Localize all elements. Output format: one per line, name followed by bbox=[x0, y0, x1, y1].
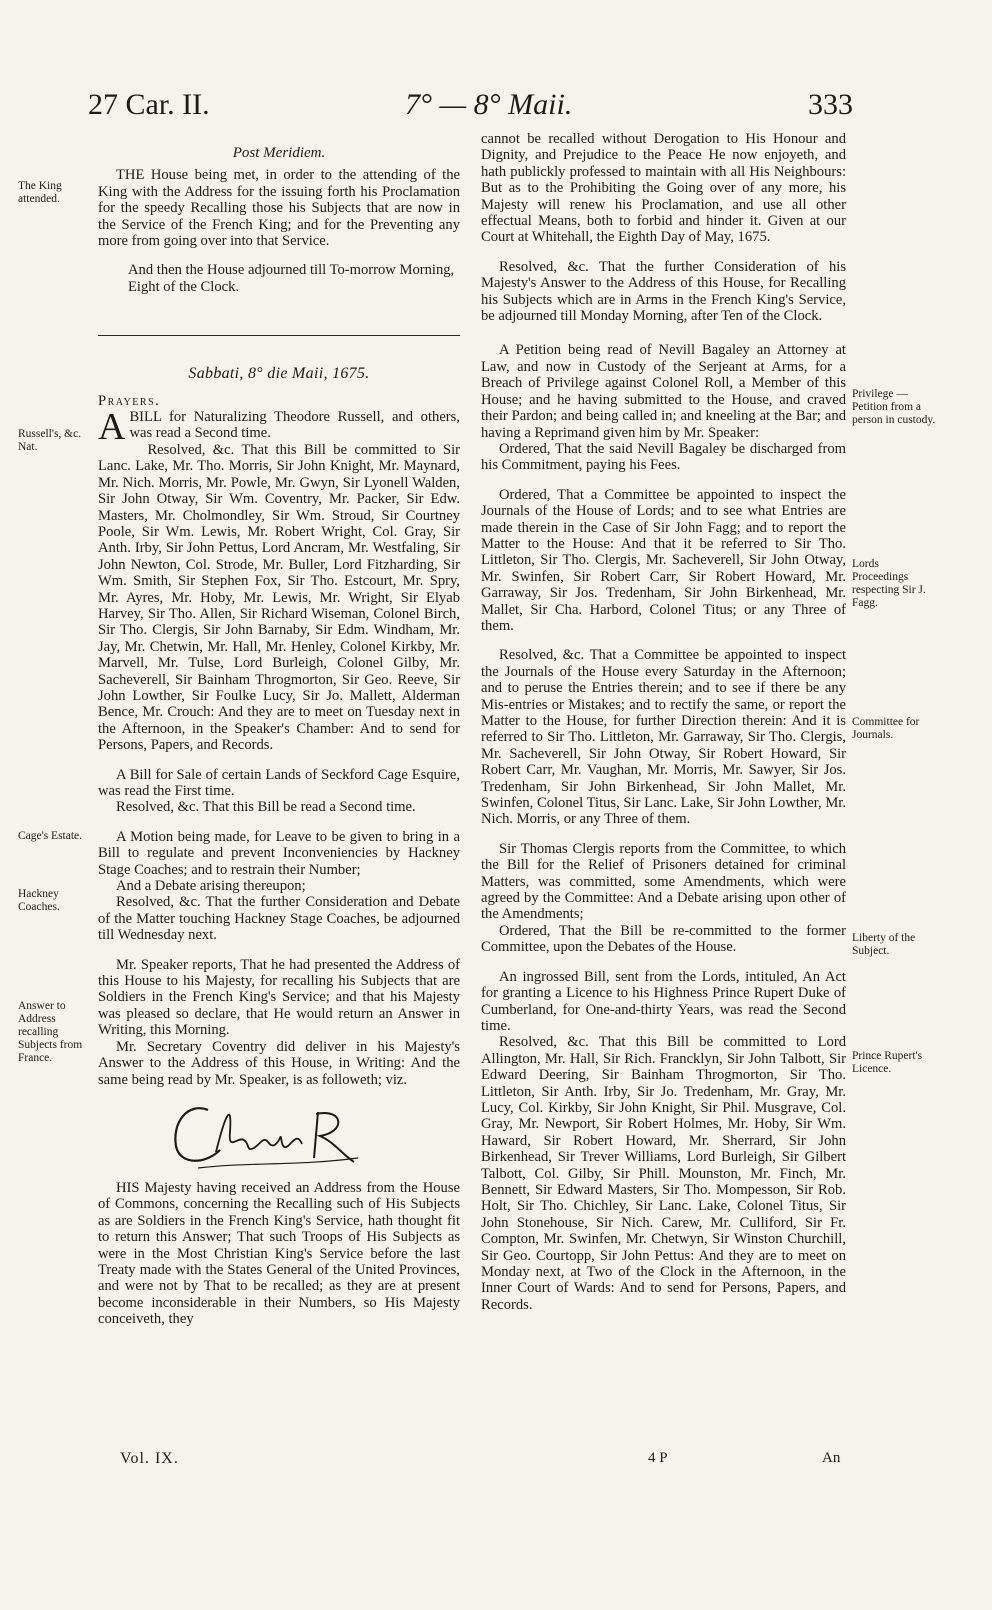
catchword: An bbox=[822, 1450, 841, 1466]
committee-journals-paragraph: Resolved, &c. That a Committee be appointed to inspect the Journals of the House every Saturday in the Afternoon; and to peruse the Entries therein; and to see if there be any Mis-entries or Mistakes; and to rectify the same, or report the Matter to the House, for further Direction therein: And it is referred to Sir Tho. Littleton, Mr. Garraway, Sir Tho. Clergis, Mr. Sacheverell, Sir John Otway, Sir Robert Howard, Sir Robert Carr, Mr. Vaughan, Mr. Morris, Mr. Sawyer, Sir Jos. Tredenham, Sir John Birkenhead, Sir John Mallet, Mr. Swinfen, Colonel Titus, Sir Lanc. Lake, Sir John Lowther, Mr. Nich. Morris, or any Three of them. bbox=[481, 647, 846, 828]
royal-signature bbox=[98, 1088, 460, 1180]
margin-note-liberty: Liberty of the Subject. bbox=[852, 932, 916, 957]
hackney-resolved-paragraph: Resolved, &c. That the further Consideration and Debate of the Matter touching Hackney Stage Coaches, be adjourned till Wednesday next. bbox=[98, 894, 460, 944]
further-consideration-paragraph: Resolved, &c. That the further Consideration of his Majesty's Answer to the Address of this House, for Recalling his Subjects which are in Arms in the French King's Service, be adjourned till Monday Morning, after Ten of the Clock. bbox=[481, 258, 846, 325]
cage-resolved-paragraph: Resolved, &c. That this Bill be read a Second time. bbox=[116, 799, 416, 816]
drop-cap: A bbox=[98, 406, 126, 449]
lords-proceedings-paragraph: Ordered, That a Committee be appointed to inspect the Journals of the House of Lords; and to see what Entries are made therein in the Case of Sir John Fagg; and to report the Matter to the House: And that it be referred to Sir Tho. Littleton, Sir Tho. Clergis, Mr. Sacheverell, Sir John Otway, Mr. Swinfen, Sir Robert Carr, Sir Robert Howard, Mr. Garraway, Sir Jos. Tredenham, Sir John Birkenhead, Mr. Mallet, Sir Cha. Harbord, Colonel Titus; or any Three of them. bbox=[481, 486, 846, 634]
page-number: 333 bbox=[808, 88, 853, 121]
king-attended-paragraph: THE House being met, in order to the attending of the King with the Address for the issuing forth his Proclamation for the speedy Recalling those his Subjects that are now in the Service of the French King; and for the Preventing any more from going over into that Service. bbox=[98, 167, 460, 250]
right-column bbox=[481, 131, 846, 1313]
margin-note-rupert: Prince Rupert's Licence. bbox=[852, 1050, 923, 1075]
volume-footer: Vol. IX. bbox=[120, 1450, 179, 1467]
margin-note-privilege: Privilege — Petition from a person in custody. bbox=[852, 388, 936, 426]
hackney-debate-paragraph: And a Debate arising thereupon; bbox=[116, 878, 306, 895]
margin-note-answer-france: Answer to Address recalling Subjects from France. bbox=[18, 1000, 83, 1064]
margin-note-hackney: Hackney Coaches. bbox=[18, 888, 60, 913]
rupert-bill-paragraph: An ingrossed Bill, sent from the Lords, intituled, An Act for granting a Licence to his Highness Prince Rupert Duke of Cumberland, for One-and-thirty Years, was read the Second time. bbox=[481, 968, 846, 1034]
secretary-coventry-paragraph: Mr. Secretary Coventry did deliver in his Majesty's Answer to the Address of this House, in Writing: And the same being read by Mr. Speaker, is as followeth; viz. bbox=[98, 1038, 460, 1088]
bagaley-discharged-paragraph: Ordered, That the said Nevill Bagaley be discharged from his Commitment, paying his Fees. bbox=[481, 440, 846, 474]
header-dates: 7° — 8° Maii. bbox=[405, 88, 573, 121]
liberty-ordered-paragraph: Ordered, That the Bill be re-committed to the former Committee, upon the Debates of the House. bbox=[481, 922, 846, 956]
bagaley-petition-paragraph: A Petition being read of Nevill Bagaley an Attorney at Law, and now in Custody of the Serjeant at Arms, for a Breach of Privilege against Colonel Roll, a Member of this House; and he having submitted to the House, and craved their Pardon; and being called in; and kneeling at the Bar; and having a Reprimand given him by Mr. Speaker: bbox=[481, 342, 846, 441]
majesty-answer-paragraph: HIS Majesty having received an Address from the House of Commons, concerning the Recalling such of His Subjects as are Soldiers in the French King's Service, hath thought fit to return this Answer; That such Troops of His Subjects as were in the Most Christian King's Service before the last Treaty made with the States General of the United Provinces, and were not by That to be recalled; as they are at present become inconsiderable in their Numbers, so His Majesty conceiveth, they bbox=[98, 1179, 460, 1328]
cage-bill-paragraph: A Bill for Sale of certain Lands of Seckford Cage Esquire, was read the First time. bbox=[98, 766, 460, 799]
signature-mark: 4 P bbox=[648, 1450, 668, 1466]
russell-bill-paragraph: ABILL for Naturalizing Theodore Russell, and others, was read a Second time. bbox=[98, 406, 460, 449]
adjourned-paragraph: And then the House adjourned till To-morrow Morning, Eight of the Clock. bbox=[128, 262, 455, 295]
header-session: 27 Car. II. bbox=[88, 88, 210, 121]
margin-note-king-attended: The King attended. bbox=[18, 180, 62, 205]
margin-note-committee-journals: Committee for Journals. bbox=[852, 716, 920, 741]
left-column bbox=[98, 145, 460, 1328]
prayers-heading: Prayers. bbox=[98, 392, 161, 409]
hackney-motion-paragraph: A Motion being made, for Leave to be given to bring in a Bill to regulate and prevent Inconveniencies by Hackney Stage Coaches; and to restrain their Number; bbox=[98, 828, 460, 878]
margin-note-lords-proceedings: Lords Proceedings respecting Sir J. Fagg. bbox=[852, 558, 926, 609]
margin-note-russell: Russell's, &c. Nat. bbox=[18, 428, 82, 453]
answer-continuation-paragraph: cannot be recalled without Derogation to His Honour and Dignity, and Prejudice to the Peace He now enjoyeth, and hath publickly professed to maintain with all His Neighbours: But as to the Prohibiting the Going over of any more, his Majesty will renew his Proclamation, and use all other effectual Means, both to forbid and hinder it. Given at our Court at Whitehall, the Eighth Day of May, 1675. bbox=[481, 131, 846, 246]
rupert-committee-paragraph: Resolved, &c. That this Bill be committed to Lord Allington, Mr. Hall, Sir Rich. Francklyn, Sir John Talbott, Sir Edward Deering, Sir Bainham Throgmorton, Sir Tho. Littleton, Sir Anth. Irby, Sir Jo. Tredenham, Mr. Gray, Mr. Lucy, Col. Kirkby, Sir John Knight, Sir Phil. Musgrave, Col. Gray, Mr. Newport, Sir Robert Holmes, Mr. Hoby, Sir Wm. Haward, Sir Robert Howard, Mr. Sherrard, Sir John Birkenhead, Sir Trever Williams, Lord Burleigh, Sir Gilbert Talbott, Col. Gilby, Sir Phill. Mounston, Mr. Finch, Mr. Bennett, Sir Edward Masters, Sir Tho. Mompesson, Sir Rob. Holt, Sir Tho. Chichley, Sir Lanc. Lake, Colonel Titus, Sir John Stonehouse, Sir Nich. Carew, Mr. Culliford, Sir Fr. Compton, Mr. Swinfen, Mr. Chetwyn, Sir Winston Churchill, Sir Geo. Courtopp, Sir John Pettus: And they are to meet on Monday next, at Two of the Clock in the Afternoon, in the Inner Court of Wards: And to send for Persons, Papers, and Records. bbox=[481, 1034, 846, 1313]
margin-note-cage: Cage's Estate. bbox=[18, 830, 83, 842]
speaker-reports-paragraph: Mr. Speaker reports, That he had presented the Address of this House to his Majesty, for recalling his Subjects that are Soldiers in the French King's Service; and that his Majesty was pleased so declare, that He would return an Answer in Writing, this Morning. bbox=[98, 956, 460, 1039]
liberty-report-paragraph: Sir Thomas Clergis reports from the Committee, to which the Bill for the Relief of Prisoners detained for criminal Matters, was committed, some Amendments, which were agreed by the Committee: And a Debate arising upon other of the Amendments; bbox=[481, 840, 846, 923]
date-heading: Sabbati, 8° die Maii, 1675. bbox=[188, 365, 370, 383]
post-meridiem-heading: Post Meridiem. bbox=[232, 145, 326, 161]
signature-image bbox=[168, 1092, 368, 1176]
russell-committee-paragraph: Resolved, &c. That this Bill be committed to Sir Lanc. Lake, Mr. Tho. Morris, Sir John Knight, Mr. Maynard, Mr. Nich. Morris, Mr. Powle, Mr. Gwyn, Sir Lyonell Walden, Sir John Otway, Sir Wm. Coventry, Mr. Packer, Sir Edw. Masters, Mr. Cholmondley, Sir Wm. Stroud, Sir Courtney Poole, Sir Wm. Lewis, Mr. Robert Wright, Col. Gray, Sir Anth. Irby, Sir John Pettus, Lord Ancram, Mr. Westfaling, Sir John Newton, Col. Strode, Mr. Buller, Lord Fitzharding, Sir Wm. Smith, Sir Stephen Fox, Sir Tho. Estcourt, Mr. Spry, Mr. Ayres, Mr. Hoby, Mr. Lewis, Mr. Wright, Sir Elyab Harvey, Sir Tho. Allen, Sir Richard Wiseman, Colonel Birch, Sir Tho. Clergis, Sir John Barnaby, Sir Edm. Windham, Mr. Jay, Mr. Chetwin, Mr. Hall, Mr. Henley, Colonel Kirkby, Mr. Marvell, Mr. Tulse, Lord Burleigh, Colonel Gilby, Mr. Sacheverell, Sir Bainham Throgmorton, Sir Geo. Reeve, Sir John Lowther, Sir Foulke Lucy, Sir Jo. Mallett, Alderman Bence, Mr. Crouch: And they are to meet on Tuesday next in the Afternoon, in the Speaker's Chamber: And to send for Persons, Papers, and Records. bbox=[98, 441, 460, 754]
